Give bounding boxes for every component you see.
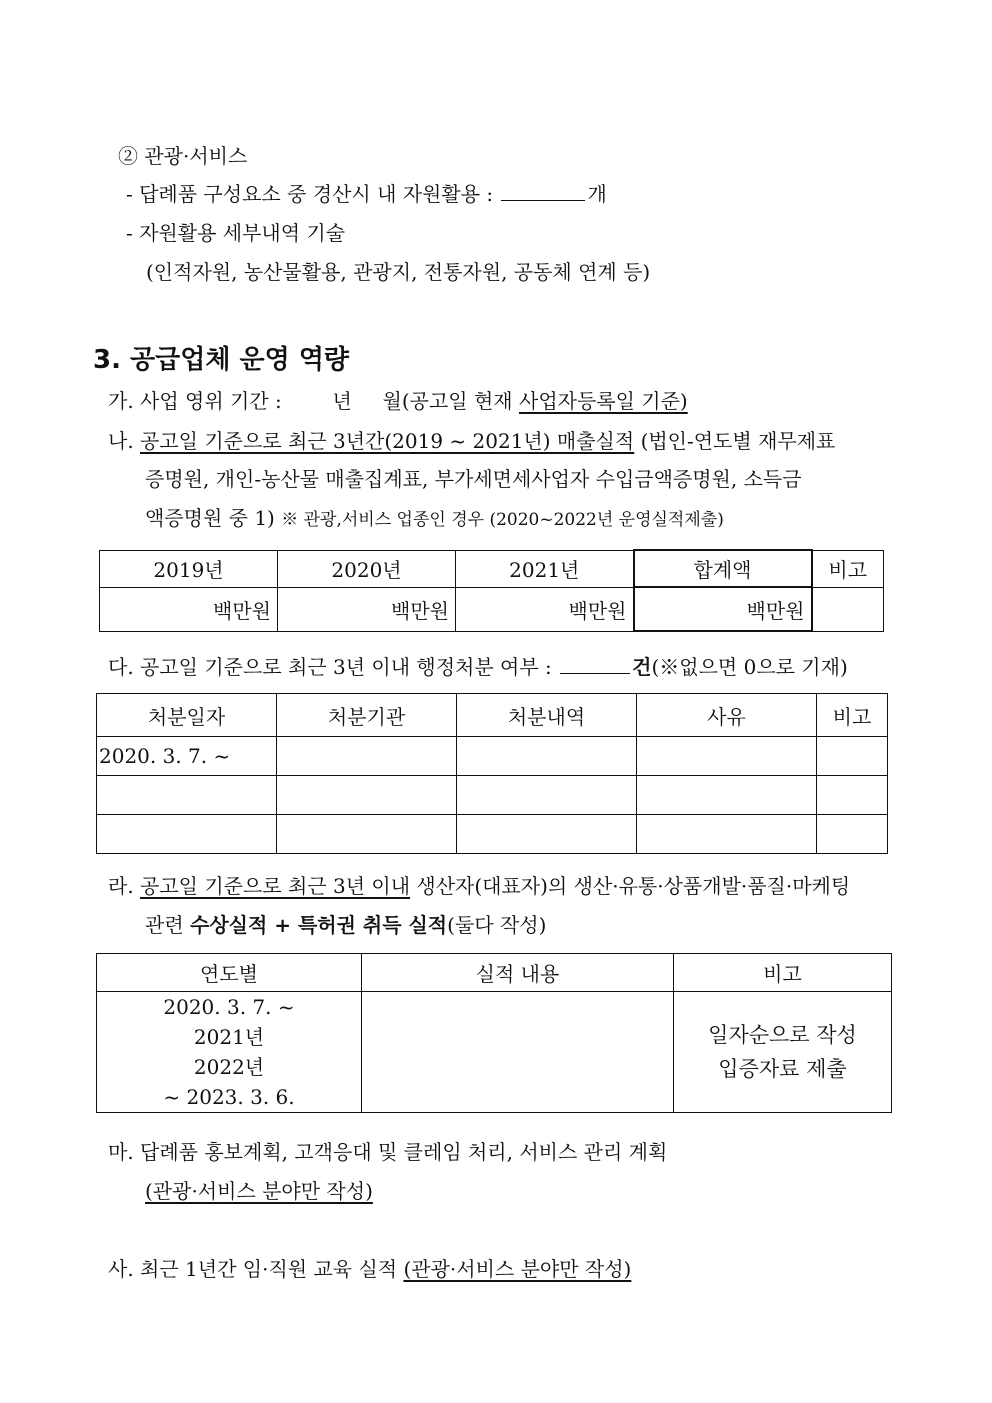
award-cell-years [97, 992, 362, 1113]
sales-header-2019: 2019년 [100, 550, 278, 587]
sales-header-2021: 2021년 [456, 550, 634, 587]
resource-examples-line: (인적자원, 농산물활용, 관광지, 전통자원, 공동체 연계 등) [146, 260, 651, 284]
award-cell-content[interactable] [362, 992, 674, 1113]
admin-header-agency: 처분기관 [277, 694, 457, 737]
item-sa-scope: (관광·서비스 분야만 작성) [403, 1257, 632, 1281]
resource-count-line [126, 178, 607, 207]
award-table [96, 953, 892, 1113]
award-year-2021: 2021년 [193, 1025, 265, 1049]
item-ma-prefix: 마. [108, 1140, 134, 1164]
item-ra-line1 [108, 870, 850, 899]
admin-cell-date[interactable] [97, 815, 277, 854]
award-cell-note [674, 992, 892, 1113]
circled-number: ② [118, 144, 138, 168]
admin-cell-reason[interactable] [637, 815, 817, 854]
item-ra-rest: 생산자(대표자)의 생산·유통·상품개발·품질·마케팅 [416, 874, 851, 898]
section-heading: 3. 공급업체 운영 역량 [93, 345, 350, 375]
item-ma-line2 [145, 1175, 373, 1204]
admin-cell-note[interactable] [817, 776, 888, 815]
item-da-unit: 건 [632, 655, 652, 679]
item-na-line3-a: 액증명원 중 1) [145, 506, 275, 530]
award-header-row [97, 954, 892, 992]
sales-value-total[interactable]: 백만원 [634, 587, 812, 631]
sales-value-note[interactable] [812, 587, 884, 631]
award-note-order: 일자순으로 작성 [708, 1023, 857, 1047]
item-ma-text: 답례품 홍보계획, 고객응대 및 클레임 처리, 서비스 관리 계획 [140, 1140, 668, 1164]
item-na-prefix: 나. [108, 429, 134, 453]
table-row [97, 815, 888, 854]
sales-header-row [100, 550, 884, 587]
resource-count-unit: 개 [587, 182, 607, 206]
item-ma-scope: (관광·서비스 분야만 작성) [145, 1179, 373, 1203]
admin-cell-detail[interactable] [457, 776, 637, 815]
subitem-title: 관광·서비스 [144, 144, 248, 168]
item-da [108, 651, 848, 680]
subitem-tourism-service [118, 140, 247, 169]
admin-cell-date[interactable]: 2020. 3. 7. ~ [97, 737, 277, 776]
award-row [97, 992, 892, 1113]
item-ga-month: 월(공고일 현재 [382, 389, 513, 413]
admin-cell-date[interactable] [97, 776, 277, 815]
item-ga-year: 년 [332, 389, 352, 413]
item-ra-related: 관련 [145, 913, 184, 937]
item-ra-note: (둘다 작성) [447, 913, 547, 937]
sales-table [99, 549, 884, 632]
item-ra-prefix: 라. [108, 874, 134, 898]
item-sa-text: 최근 1년간 임·직원 교육 실적 [140, 1257, 398, 1281]
sales-header-total: 합계액 [634, 550, 812, 587]
sales-header-2020: 2020년 [278, 550, 456, 587]
award-header-note: 비고 [674, 954, 892, 992]
item-na-line3 [145, 502, 724, 531]
admin-header-note: 비고 [817, 694, 888, 737]
admin-header-reason: 사유 [637, 694, 817, 737]
resource-detail-line: - 자원활용 세부내역 기술 [126, 221, 346, 245]
item-ga-prefix: 가. [108, 389, 134, 413]
admin-count-blank[interactable] [560, 655, 630, 674]
sales-value-row [100, 587, 884, 631]
award-year-end: ~ 2023. 3. 6. [163, 1085, 295, 1109]
sales-value-2020[interactable]: 백만원 [278, 587, 456, 631]
item-ra-bold: 수상실적 + 특허권 취득 실적 [190, 913, 448, 937]
item-da-label: 공고일 기준으로 최근 3년 이내 행정처분 여부 : [140, 655, 552, 679]
admin-header-date: 처분일자 [97, 694, 277, 737]
award-year-start: 2020. 3. 7. ~ [163, 995, 295, 1019]
admin-cell-agency[interactable] [277, 815, 457, 854]
sales-value-2021[interactable]: 백만원 [456, 587, 634, 631]
item-da-prefix: 다. [108, 655, 134, 679]
item-ma-line1 [108, 1136, 667, 1165]
item-da-note: (※없으면 0으로 기재) [651, 655, 848, 679]
admin-cell-note[interactable] [817, 815, 888, 854]
item-sa-prefix: 사. [108, 1257, 134, 1281]
item-ga-basis: 사업자등록일 기준) [519, 389, 688, 413]
admin-cell-detail[interactable] [457, 737, 637, 776]
item-sa [108, 1253, 631, 1282]
admin-cell-agency[interactable] [277, 776, 457, 815]
item-na-note: ※ 관광,서비스 업종인 경우 (2020~2022년 운영실적제출) [281, 510, 724, 530]
sales-header-note: 비고 [812, 550, 884, 587]
admin-action-table [96, 693, 888, 854]
resource-count-blank[interactable] [501, 182, 585, 201]
admin-cell-detail[interactable] [457, 815, 637, 854]
table-row [97, 776, 888, 815]
admin-cell-reason[interactable] [637, 776, 817, 815]
award-header-content: 실적 내용 [362, 954, 674, 992]
item-na-line2: 증명원, 개인-농산물 매출집계표, 부가세면세사업자 수입금액증명원, 소득금 [145, 467, 802, 491]
item-ra-underlined: 공고일 기준으로 최근 3년 이내 [140, 874, 411, 898]
item-ra-line2 [145, 909, 546, 938]
resource-count-label: - 답례품 구성요소 중 경산시 내 자원활용 : [126, 182, 494, 206]
item-ga [108, 385, 688, 414]
item-na-underlined: 공고일 기준으로 최근 3년간(2019 ~ 2021년) 매출실적 [140, 429, 635, 453]
admin-cell-agency[interactable] [277, 737, 457, 776]
award-year-2022: 2022년 [193, 1055, 265, 1079]
admin-cell-reason[interactable] [637, 737, 817, 776]
item-na-rest: (법인-연도별 재무제표 [640, 429, 836, 453]
item-ga-label: 사업 영위 기간 : [140, 389, 282, 413]
award-note-evidence: 입증자료 제출 [718, 1057, 847, 1081]
admin-cell-note[interactable] [817, 737, 888, 776]
item-na-line1 [108, 425, 835, 454]
table-row [97, 737, 888, 776]
admin-header-detail: 처분내역 [457, 694, 637, 737]
sales-value-2019[interactable]: 백만원 [100, 587, 278, 631]
award-header-year: 연도별 [97, 954, 362, 992]
admin-header-row [97, 694, 888, 737]
